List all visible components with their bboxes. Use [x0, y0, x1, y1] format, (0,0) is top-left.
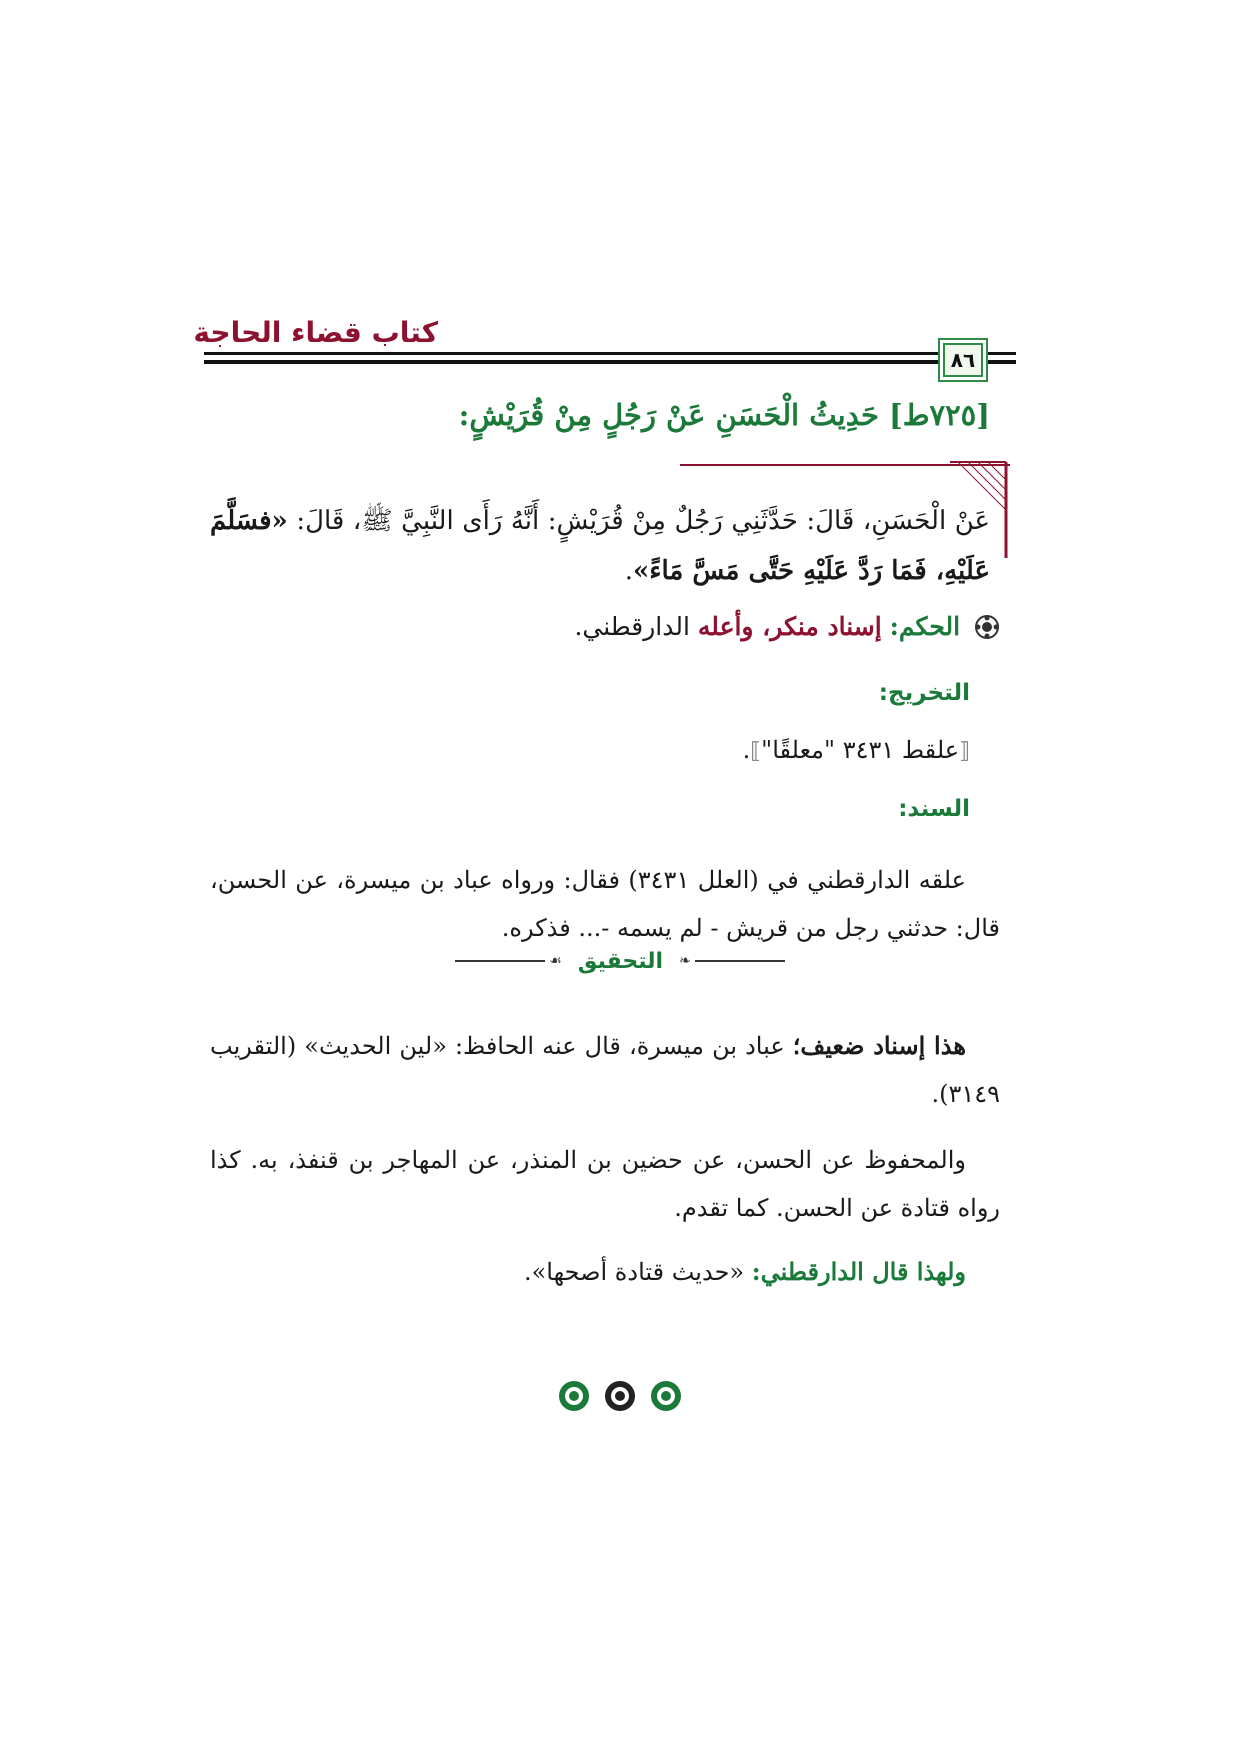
- tahqiq-p1-bold: هذا إسناد ضعيف؛: [792, 1031, 966, 1060]
- flower-ornament-icon: [602, 1378, 638, 1414]
- tahqiq-paragraph-3: [210, 1248, 1000, 1296]
- ruling-label: الحكم:: [889, 612, 961, 641]
- hadith-text-bold: «فسَلَّمَ عَلَيْهِ، فَمَا رَدَّ عَلَيْهِ حَتَّى مَسَّ مَاءً»: [210, 506, 990, 586]
- hadith-text-end: .: [624, 556, 633, 586]
- book-title: كتاب قضاء الحاجة: [193, 316, 438, 349]
- hadith-text: [210, 496, 990, 596]
- hadith-text-plain: عَنْ الْحَسَنِ، قَالَ: حَدَّثَنِي رَجُلٌ مِنْ قُرَيْشٍ: أَنَّهُ رَأَى النَّبِيَّ ﷺ، قَالَ:: [296, 506, 990, 536]
- divider-ornament-icon: ☙: [549, 953, 562, 969]
- tahqiq-divider: [420, 946, 820, 976]
- flower-ornament-icon: [556, 1378, 592, 1414]
- takhrij-label: التخريج:: [878, 680, 970, 706]
- header-rule-top: [204, 352, 1000, 355]
- tahqiq-paragraph-1: [210, 1022, 1000, 1118]
- ruling-value: إسناد منكر، وأعله: [697, 612, 882, 641]
- ruling-line: [220, 612, 1000, 641]
- page-number: ٨٦: [938, 338, 988, 382]
- tahqiq-paragraph-2: [210, 1136, 1000, 1232]
- ruling-by: الدارقطني.: [574, 612, 690, 641]
- bracket-open-icon: ⟦: [959, 739, 970, 764]
- sanad-text: [210, 856, 1000, 952]
- flower-ornament-icon: [648, 1378, 684, 1414]
- sanad-label: السند:: [898, 796, 970, 822]
- tahqiq-p1-text: عباد بن ميسرة، قال عنه الحافظ: «لين الحديث» (التقريب ٣١٤٩).: [210, 1032, 1000, 1108]
- bracket-close-icon: ⟧: [750, 739, 762, 764]
- header-rule-left-bottom: [988, 360, 1016, 364]
- takhrij-end: .: [742, 736, 751, 764]
- tahqiq-p3-label: ولهذا قال الدارقطني:: [751, 1257, 966, 1286]
- flower-ornament-icon: [974, 614, 1000, 640]
- sanad-text-body: علقه الدارقطني في (العلل ٣٤٣١) فقال: ورواه عباد بن ميسرة، عن الحسن، قال: حدثني رجل من قريش - لم يسمه -... فذكره.: [210, 866, 1000, 942]
- header-rule-bottom: [204, 360, 1000, 364]
- header-rule-left-top: [988, 352, 1016, 355]
- takhrij-text: علقط ٣٤٣١ "معلقًا": [761, 736, 960, 764]
- divider-ornament-icon: ❧: [679, 953, 691, 969]
- tahqiq-p2-text: والمحفوظ عن الحسن، عن حضين بن المنذر، عن المهاجر بن قنفذ، به. كذا رواه قتادة عن الحسن. كما تقدم.: [210, 1146, 1000, 1222]
- tahqiq-title: التحقيق: [577, 948, 664, 974]
- takhrij-line: [570, 736, 970, 764]
- end-ornaments: [520, 1378, 720, 1418]
- divider-line-right: [695, 960, 785, 962]
- tahqiq-p3-text: «حديث قتادة أصحها».: [523, 1258, 745, 1286]
- divider-line-left: [455, 960, 545, 962]
- hadith-heading: [٧٢٥ط] حَدِيثُ الْحَسَنِ عَنْ رَجُلٍ مِنْ قُرَيْشٍ:: [458, 398, 990, 432]
